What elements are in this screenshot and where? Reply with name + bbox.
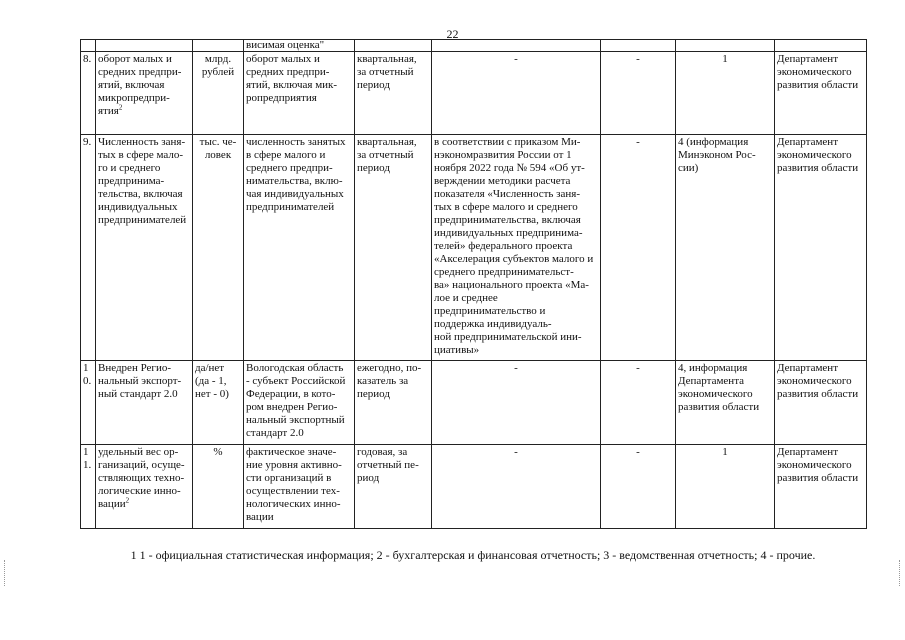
row-number: 11. (81, 445, 96, 529)
indicator-name: оборот малых и средних предпри- ятий, включая микропредпри- ятия$^2$ (96, 52, 193, 135)
methodology: - (432, 361, 601, 445)
indicators-table (80, 39, 867, 529)
unit: да/нет (да - 1, нет - 0) (193, 361, 244, 445)
table-row (81, 52, 867, 135)
indicator-name: удельный вес ор- ганизаций, осуще- ствляющих техно- логические инно- вации$^2$ (96, 445, 193, 529)
definition: оборот малых и средних предпри- ятий, включая мик- ропредприятия (244, 52, 355, 135)
extra-value: - (601, 361, 676, 445)
methodology: - (432, 52, 601, 135)
data-source: 1 (676, 445, 775, 529)
footnote: 1 1 - официальная статистическая информация; 2 - бухгалтерская и финансовая отчетность; 3 - ведомственная отчетность; 4 - прочие. (130, 548, 816, 562)
scan-mark-left (4, 560, 6, 586)
indicator-name: Численность заня- тых в сфере мало- го и среднего предпринима- тельства, включая индивидуальных предпринимателей (96, 135, 193, 361)
unit: млрд. рублей (193, 52, 244, 135)
periodicity: ежегодно, по- казатель за период (355, 361, 432, 445)
responsible: Департамент экономического развития области (775, 52, 867, 135)
extra-value: - (601, 445, 676, 529)
definition: численность занятых в сфере малого и среднего предпри- нимательства, вклю- чая индивидуальных предпринимателей (244, 135, 355, 361)
continuation-text: висимая оценка" (244, 40, 355, 52)
periodicity: годовая, за отчетный пе- риод (355, 445, 432, 529)
periodicity: квартальная, за отчетный период (355, 52, 432, 135)
table-row-continuation (81, 40, 867, 52)
data-source: 1 (676, 52, 775, 135)
unit: тыс. че- ловек (193, 135, 244, 361)
page-number: 22 (446, 27, 459, 41)
scan-mark-right (899, 560, 901, 586)
responsible: Департамент экономического развития области (775, 135, 867, 361)
indicator-name: Внедрен Регио- нальный экспорт- ный стандарт 2.0 (96, 361, 193, 445)
responsible: Департамент экономического развития области (775, 445, 867, 529)
row-number: 8. (81, 52, 96, 135)
table-row (81, 445, 867, 529)
responsible: Департамент экономического развития области (775, 361, 867, 445)
table-row (81, 361, 867, 445)
unit: % (193, 445, 244, 529)
extra-value: - (601, 135, 676, 361)
extra-value: - (601, 52, 676, 135)
data-source: 4 (информация Минэконом Рос- сии) (676, 135, 775, 361)
definition: Вологодская область - субъект Российской Федерации, в кото- ром внедрен Регио- нальный экспортный стандарт 2.0 (244, 361, 355, 445)
periodicity: квартальная, за отчетный период (355, 135, 432, 361)
row-number: 9. (81, 135, 96, 361)
row-number: 10. (81, 361, 96, 445)
data-source: 4, информация Департамента экономического развития области (676, 361, 775, 445)
table-row (81, 135, 867, 361)
methodology: - (432, 445, 601, 529)
definition: фактическое значе- ние уровня активно- сти организаций в осуществлении тех- нологических инно- вации (244, 445, 355, 529)
methodology: в соответствии с приказом Ми- нэкономразвития России от 1 ноября 2022 года № 594 «Об ут- верждении методики расчета показателя «Численность заня- тых в сфере малого и среднего предпринимательства, включая индивидуальных предпринима- телей» федерального проекта «Акселерация субъектов малого и среднего предпринимательст- ва» национального проекта «Ма- лое и среднее предпринимательство и поддержка индивидуаль- ной предпринимательской ини- циативы» (432, 135, 601, 361)
